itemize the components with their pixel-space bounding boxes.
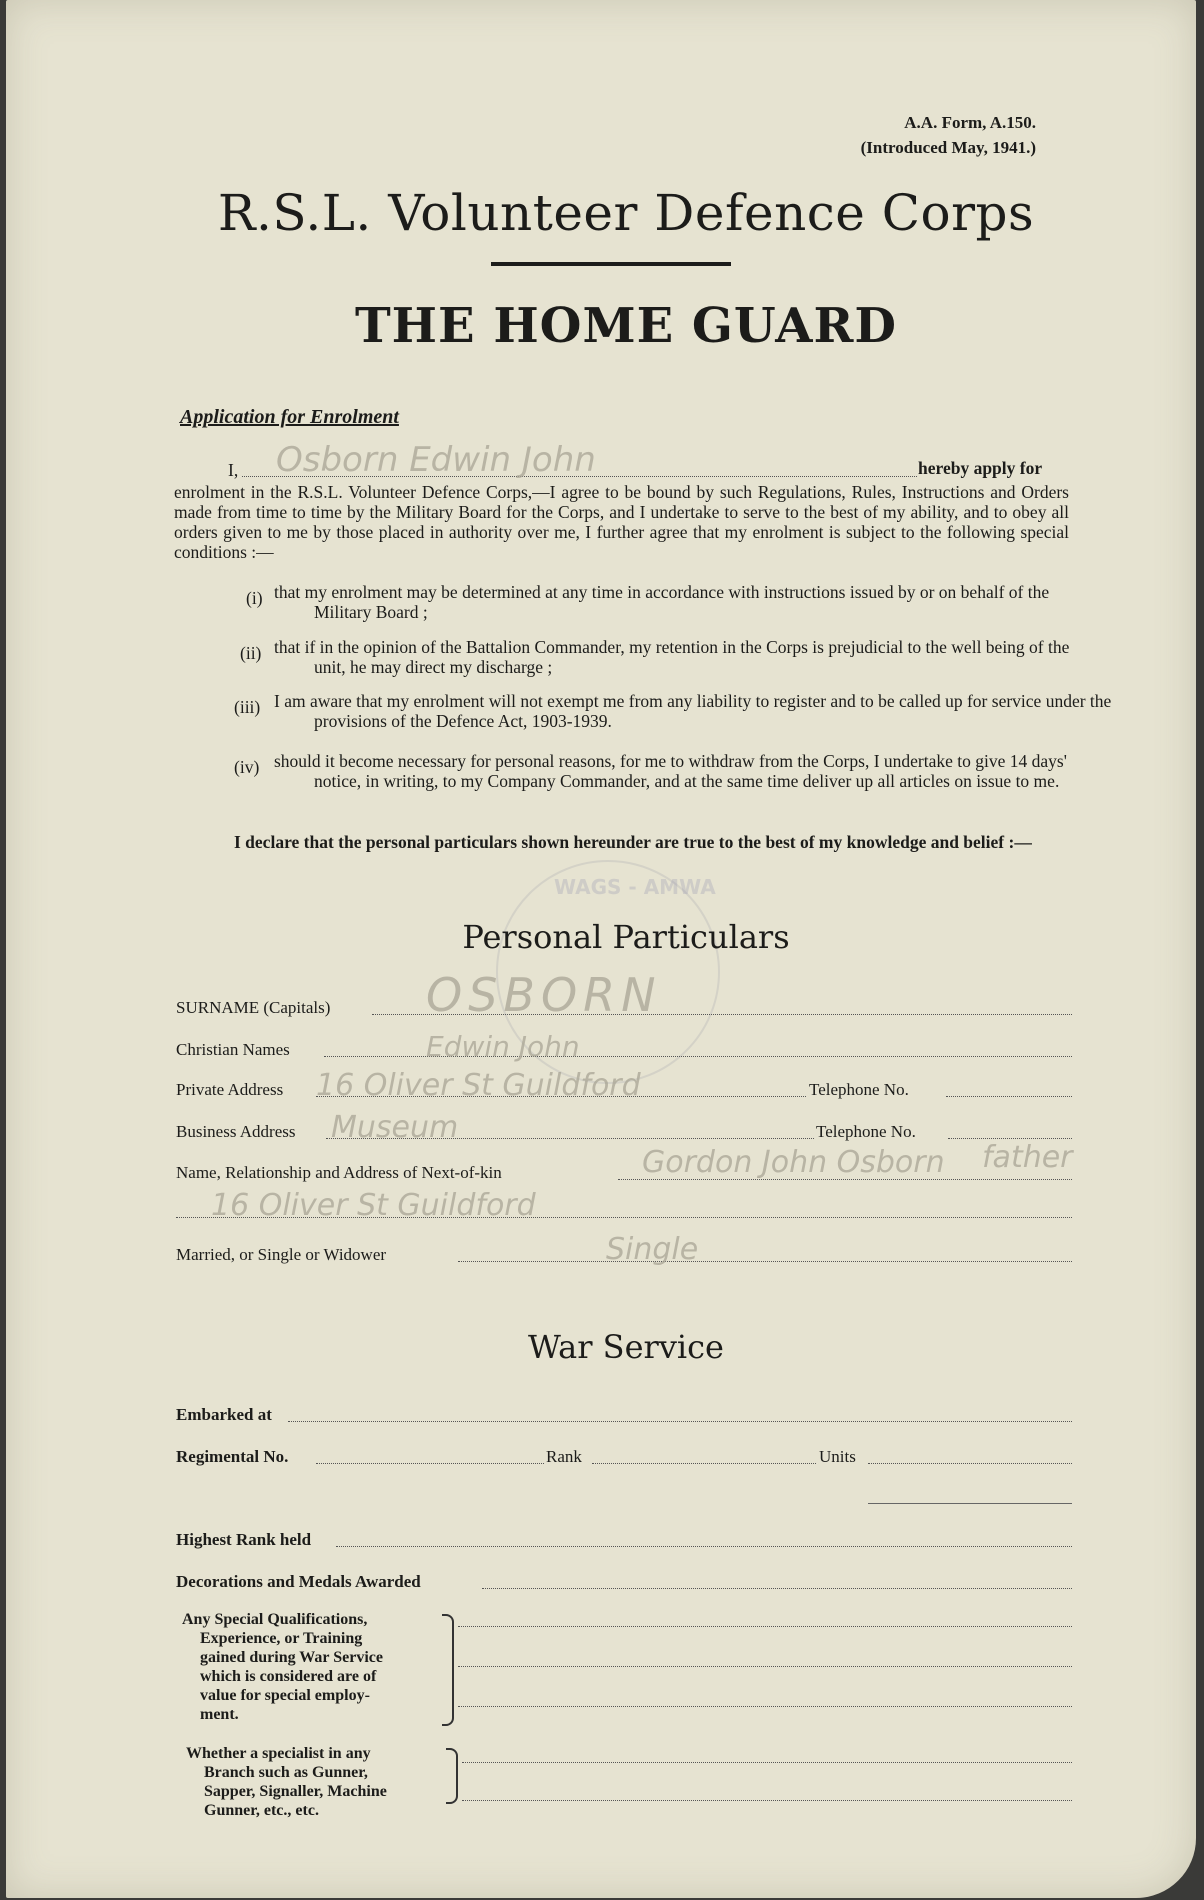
regimental-no-line xyxy=(316,1463,544,1464)
rank-label: Rank xyxy=(546,1447,582,1466)
units-line-2 xyxy=(868,1503,1072,1504)
regimental-no-label: Regimental No. xyxy=(176,1447,289,1466)
units-line xyxy=(868,1463,1072,1464)
condition-2-text: that if in the opinion of the Battalion Commander, my retention in the Corps is prejudicial to the well being of the unit, he may direct my discharge ; xyxy=(274,637,1070,677)
units-label: Units xyxy=(819,1447,856,1466)
intro-prefix: I, xyxy=(228,460,239,480)
specialist-line-2: Branch such as Gunner, xyxy=(204,1764,368,1781)
condition-2-num: (ii) xyxy=(240,643,262,663)
form-code: A.A. Form, A.150. xyxy=(904,113,1036,132)
marital-status-label: Married, or Single or Widower xyxy=(176,1245,387,1264)
business-address-handwritten: Museum xyxy=(331,1110,459,1145)
specialist-line-1: Whether a specialist in any xyxy=(186,1745,371,1762)
specialist-line-a xyxy=(462,1762,1072,1763)
special-line-4: which is considered are of xyxy=(200,1668,377,1685)
private-telephone-label: Telephone No. xyxy=(809,1080,909,1099)
special-line-3: gained during War Service xyxy=(200,1649,383,1666)
title-rule xyxy=(491,262,731,266)
christian-names-handwritten: Edwin John xyxy=(426,1030,580,1063)
special-line-6: ment. xyxy=(200,1706,239,1723)
decorations-line xyxy=(482,1588,1072,1589)
condition-4-text: should it become necessary for personal reasons, for me to withdraw from the Corps, I undertake to give 14 days' notice, in writing, to my Company Commander, and at the same time deliver up all articles on issue to me. xyxy=(274,751,1067,791)
intro-suffix: hereby apply for xyxy=(918,458,1043,478)
next-of-kin-address-handwritten: 16 Oliver St Guildford xyxy=(211,1188,536,1223)
special-line-a xyxy=(458,1626,1072,1627)
form-title: R.S.L. Volunteer Defence Corps xyxy=(217,184,1035,242)
section-label: Application for Enrolment xyxy=(180,406,399,428)
rank-line xyxy=(592,1463,816,1464)
special-line-2: Experience, or Training xyxy=(200,1630,363,1647)
private-address-handwritten: 16 Oliver St Guildford xyxy=(316,1068,641,1103)
war-service-heading: War Service xyxy=(528,1328,724,1366)
business-telephone-label: Telephone No. xyxy=(816,1122,916,1141)
surname-handwritten: OSBORN xyxy=(426,968,662,1022)
business-address-label: Business Address xyxy=(176,1122,296,1141)
condition-4-num: (iv) xyxy=(234,757,260,777)
form-sheet xyxy=(6,0,1196,1898)
special-qualifications-brace xyxy=(442,1614,454,1726)
marital-status-handwritten: Single xyxy=(606,1232,699,1267)
decorations-label: Decorations and Medals Awarded xyxy=(176,1572,421,1591)
highest-rank-label: Highest Rank held xyxy=(176,1530,312,1549)
special-line-b xyxy=(458,1666,1072,1667)
embarked-line xyxy=(288,1421,1072,1422)
highest-rank-line xyxy=(336,1546,1072,1547)
personal-heading: Personal Particulars xyxy=(462,918,790,956)
specialist-brace xyxy=(446,1748,458,1804)
next-of-kin-label: Name, Relationship and Address of Next-of-kin xyxy=(176,1163,502,1182)
special-line-5: value for special employ- xyxy=(200,1687,370,1704)
special-qualifications-label xyxy=(182,1610,383,1724)
condition-1-text: that my enrolment may be determined at any time in accordance with instructions issued by or on behalf of the Military Board ; xyxy=(274,582,1050,622)
private-telephone-line xyxy=(946,1096,1072,1097)
specialist-label xyxy=(186,1744,387,1820)
condition-3-num: (iii) xyxy=(234,697,261,717)
embarked-label: Embarked at xyxy=(176,1405,272,1424)
special-line-c xyxy=(458,1706,1072,1707)
condition-3-text: I am aware that my enrolment will not exempt me from any liability to register and to be called up for service under the provisions of the Defence Act, 1903-1939. xyxy=(274,691,1112,731)
business-telephone-line xyxy=(948,1138,1072,1139)
form-introduced: (Introduced May, 1941.) xyxy=(860,138,1036,157)
form-number xyxy=(861,110,1036,160)
specialist-line-3: Sapper, Signaller, Machine xyxy=(204,1783,387,1800)
stamp-watermark-text: WAGS - AMWA xyxy=(554,875,716,899)
private-address-label: Private Address xyxy=(176,1080,284,1099)
surname-label: SURNAME (Capitals) xyxy=(176,998,331,1017)
next-of-kin-handwritten: Gordon John Osborn xyxy=(642,1145,945,1180)
specialist-line-4: Gunner, etc., etc. xyxy=(204,1802,319,1819)
condition-1-num: (i) xyxy=(246,588,263,608)
applicant-name-handwritten: Osborn Edwin John xyxy=(276,440,596,480)
special-line-1: Any Special Qualifications, xyxy=(182,1611,368,1628)
christian-names-label: Christian Names xyxy=(176,1040,290,1059)
marital-status-line xyxy=(458,1261,1072,1262)
declaration: I declare that the personal particulars shown hereunder are true to the best of my knowledge and belief :— xyxy=(234,832,1032,852)
specialist-line-b xyxy=(462,1800,1072,1801)
enrolment-paragraph: enrolment in the R.S.L. Volunteer Defence Corps,—I agree to be bound by such Regulations, Rules, Instructions and Orders made from time to time by the Military Board for the Corps, and I undertake to serve to the best of my ability, and to obey all orders given to me by those placed in authority over me, I further agree that my enrolment is subject to the following special conditions :— xyxy=(174,482,1069,562)
form-subtitle: THE HOME GUARD xyxy=(354,298,898,354)
next-of-kin-relation-handwritten: father xyxy=(982,1140,1073,1175)
